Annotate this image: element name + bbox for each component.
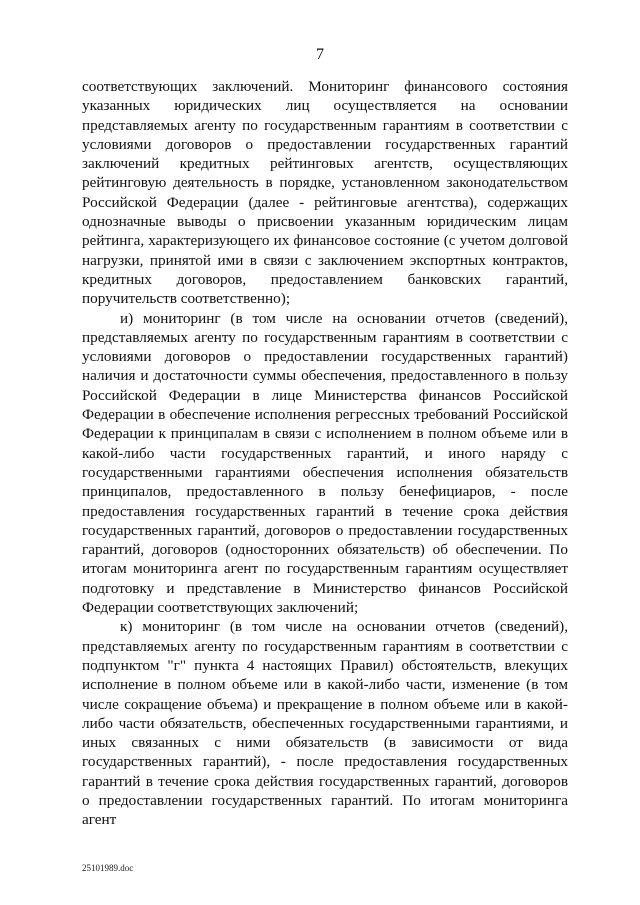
- document-body: [82, 77, 568, 830]
- page-number: 7: [316, 46, 324, 63]
- paragraph-continuation: соответствующих заключений. Мониторинг финансового состояния указанных юридических лиц осуществляется на основании представляемых агенту по государственным гарантиям в соответствии с условиями договоров о предоставлении государственных гарантий заключений кредитных рейтинговых агентств, осуществляющих рейтинговую деятельность в порядке, установленном законодательством Российской Федерации (далее - рейтинговые агентства), содержащих однозначные выводы о присвоении указанным юридическим лицам рейтинга, характеризующего их финансовое состояние (с учетом долговой нагрузки, принятой ими в связи с заключением экспортных контрактов, кредитных договоров, предоставлением банковских гарантий, поручительств соответственно);: [82, 78, 568, 308]
- footer-file-code: 25101989.doc: [82, 863, 134, 873]
- paragraph-item-i: и) мониторинг (в том числе на основании отчетов (сведений), представляемых агенту по государственным гарантиям в соответствии с условиями договоров о предоставлении государственных гарантий) наличия и достаточности суммы обеспечения, предоставленного в пользу Российской Федерации в лице Министерства финансов Российской Федерации в обеспечение исполнения регрессных требований Российской Федерации к принципалам в связи с исполнением в полном объеме или в какой-либо части государственных гарантий, и иного наряду с государственными гарантиями обеспечения исполнения обязательств принципалов, предоставленного в пользу бенефициаров, - после предоставления государственных гарантий в течение срока действия государственных гарантий, договоров о предоставлении государственных гарантий, договоров (односторонних обязательств) об обеспечении. По итогам мониторинга агент по государственным гарантиям осуществляет подготовку и представление в Министерство финансов Российской Федерации соответствующих заключений;: [82, 309, 568, 617]
- paragraph-item-k: к) мониторинг (в том числе на основании отчетов (сведений), представляемых агенту по государственным гарантиям в соответствии с подпунктом "г" пункта 4 настоящих Правил) обстоятельств, влекущих исполнение в полном объеме или в какой-либо части, изменение (в том числе сокращение объема) и прекращение в полном объеме или в какой-либо части обязательств, обеспеченных государственными гарантиями, и иных связанных с ними обязательств (в зависимости от вида государственных гарантий), - после предоставления государственных гарантий в течение срока действия государственных гарантий, договоров о предоставлении государственных гарантий. По итогам мониторинга агент: [82, 618, 568, 829]
